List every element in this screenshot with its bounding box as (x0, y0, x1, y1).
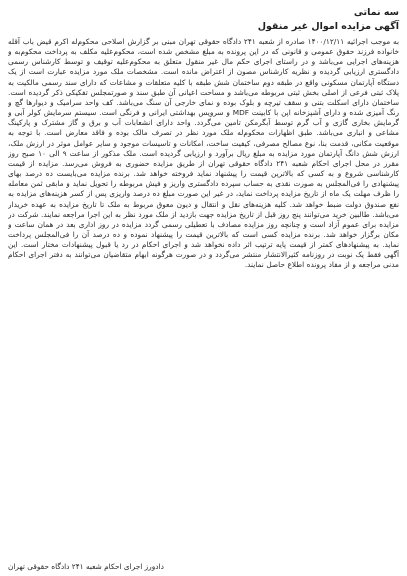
notice-body: به موجب اجرائیه ۱۴۰۰/۱۲/۱۱ صادره از شعبه ۲۴۱ دادگاه حقوقی تهران مبنی بر گزارش اصلاحی محکوم‌له اکرم قیض باب آقله خانواده فرزند حقوق عمومی و قانونی که در این پرونده به مبلغ مشخص شده است، محکوم‌علیه مکلف به پرداخت محکوم‌به و هزینه‌های اجرایی می‌باشد و در راستای اجرای حکم مال غیر منقول متعلق به محکوم‌علیه توقیف و توسط کارشناس رسمی دادگستری ارزیابی گردیده و نظریه کارشناس مصون از اعتراض مانده است. مشخصات ملک مورد مزایده عبارت است از یک دستگاه آپارتمان مسکونی واقع در طبقه دوم ساختمان شش طبقه با کلیه متعلقات و مشاعات که دارای سند رسمی مالکیت به پلاک ثبتی فرعی از اصلی بخش ثبتی مربوطه می‌باشد و مساحت اعیانی آن طبق سند و صورتمجلس تفکیکی ذکر گردیده است. ساختمان دارای اسکلت بتنی و سقف تیرچه و بلوک بوده و نمای خارجی آن سنگ می‌باشد. کف واحد سرامیک و دیوارها گچ و رنگ آمیزی شده و دارای آشپزخانه اپن با کابینت MDF و سرویس بهداشتی ایرانی و فرنگی است. سیستم سرمایش کولر آبی و گرمایش بخاری گازی و آب گرم توسط آبگرمکن تامین می‌گردد. واحد دارای انشعابات آب و برق و گاز مشترک و پارکینگ مشاعی و انباری می‌باشد. طبق اظهارات محکوم‌له ملک مورد نظر در تصرف مالک بوده و فاقد معارض است. با توجه به موقعیت مکانی، قدمت بنا، نوع مصالح مصرفی، کیفیت ساخت، امکانات و تاسیسات موجود و سایر عوامل موثر در ارزش ملک، ارزش شش دانگ آپارتمان مورد مزایده به مبلغ ریال برآورد و ارزیابی گردیده است. ملک مذکور از ساعت ۹ الی ۱۰ صبح روز مقرر در محل اجرای احکام شعبه ۲۴۱ دادگاه حقوقی تهران از طریق مزایده حضوری به فروش می‌رسد. مزایده از قیمت کارشناسی شروع و به کسی که بالاترین قیمت را پیشنهاد نماید فروخته خواهد شد. برنده مزایده می‌بایست ده درصد بهای پیشنهادی را فی‌المجلس به صورت نقدی به حساب سپرده دادگستری واریز و فیش مربوطه را تحویل نماید و مابقی ثمن معامله را ظرف مهلت یک ماه از تاریخ مزایده پرداخت نماید، در غیر این صورت مبلغ ده درصد واریزی پس از کسر هزینه‌های مزایده به نفع صندوق دولت ضبط خواهد شد. کلیه هزینه‌های نقل و انتقال و دیون معوق مربوط به ملک تا تاریخ مزایده به عهده خریدار می‌باشد. طالبین خرید می‌توانند پنج روز قبل از تاریخ مزایده جهت بازدید از ملک مورد نظر به این اجرا مراجعه نمایند. شرکت در مزایده برای عموم آزاد است و چنانچه روز مزایده مصادف با تعطیلی رسمی گردد مزایده در روز اداری بعد در همان ساعت و مکان برگزار خواهد شد. برنده مزایده کسی است که بالاترین قیمت را پیشنهاد نموده و ده درصد آن را فی‌المجلس پرداخت نماید. به پیشنهادهای کمتر از قیمت پایه ترتیب اثر داده نخواهد شد و اجرای احکام در رد یا قبول پیشنهادات مختار است. این آگهی فقط یک نوبت در روزنامه کثیرالانتشار منتشر می‌گردد و در صورت هرگونه ابهام متقاضیان می‌توانند به دفتر اجرای احکام مدنی مراجعه و از مفاد پرونده اطلاع حاصل نمایند. (8, 37, 399, 270)
notice-title: سه نماتی (353, 7, 399, 18)
notice-signature: دادورز اجرای احکام شعبه ۲۴۱ دادگاه حقوقی تهران (8, 562, 164, 571)
notice-subtitle: آگهی مزایده اموال غیر منقول (257, 21, 399, 32)
